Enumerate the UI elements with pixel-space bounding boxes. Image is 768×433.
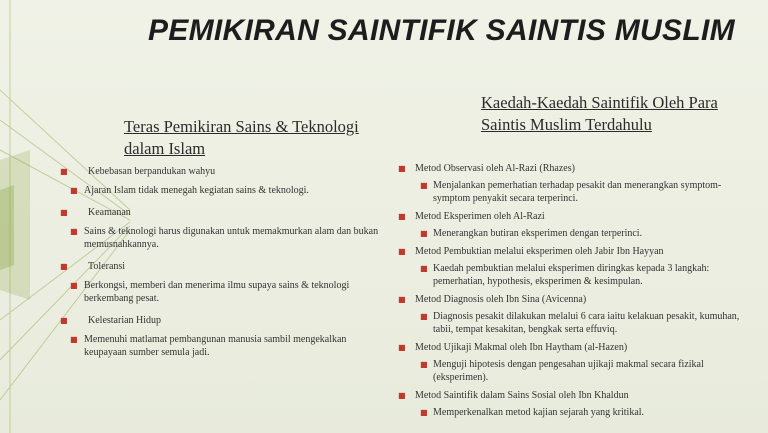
item-label: Metod Pembuktian melalui eksperimen oleh Jabir Ibn Hayyan <box>415 246 664 257</box>
item-label: Kebebasan berpandukan wahyu <box>88 166 216 177</box>
bullet-icon: ■ <box>398 164 406 173</box>
right-list <box>398 162 750 419</box>
bullet-icon: ■ <box>420 181 428 190</box>
list-item <box>398 245 750 288</box>
bullet-icon: ■ <box>70 186 78 195</box>
bullet-icon: ■ <box>70 335 78 344</box>
left-list <box>60 165 380 359</box>
bullet-icon: ■ <box>420 264 428 273</box>
list-item <box>398 210 750 240</box>
item-label: Metod Observasi oleh Al-Razi (Rhazes) <box>415 163 575 174</box>
item-detail: Kaedah pembuktian melalui eksperimen diringkas kepada 3 langkah: pemerhatian, hypothesis, eksperimen & kesimpulan. <box>433 263 710 287</box>
item-detail: Menguji hipotesis dengan pengesahan ujikaji makmal secara fizikal (eksperimen). <box>433 359 704 383</box>
list-item <box>60 206 380 251</box>
item-label: Metod Ujikaji Makmal oleh Ibn Haytham (al-Hazen) <box>415 342 628 353</box>
bullet-icon: ■ <box>420 360 428 369</box>
item-detail: Sains & teknologi harus digunakan untuk memakmurkan alam dan bukan memusnahkannya. <box>84 226 379 250</box>
right-column-heading: Kaedah-Kaedah Saintifik Oleh Para Saintis Muslim Terdahulu <box>481 93 718 134</box>
bullet-icon: ■ <box>70 227 78 236</box>
bullet-icon: ■ <box>398 247 406 256</box>
item-detail: Memenuhi matlamat pembangunan manusia sambil mengekalkan keupayaan sumber semula jadi. <box>84 334 347 358</box>
bullet-icon: ■ <box>420 229 428 238</box>
page-title: PEMIKIRAN SAINTIFIK SAINTIS MUSLIM <box>148 14 735 47</box>
item-label: Kelestarian Hidup <box>88 315 162 326</box>
bullet-icon: ■ <box>398 212 406 221</box>
item-label: Keamanan <box>88 207 131 218</box>
item-label: Metod Diagnosis oleh Ibn Sina (Avicenna) <box>415 294 587 305</box>
left-column-heading: Teras Pemikiran Sains & Teknologi dalam Islam <box>124 117 359 158</box>
bullet-icon: ■ <box>420 408 428 417</box>
bullet-icon: ■ <box>398 295 406 304</box>
bullet-icon: ■ <box>60 262 68 271</box>
bullet-icon: ■ <box>398 391 406 400</box>
list-item <box>60 260 380 305</box>
bullet-icon: ■ <box>70 281 78 290</box>
item-detail: Diagnosis pesakit dilakukan melalui 6 cara iaitu kelakuan pesakit, kumuhan, tabii, tempat kesakitan, bengkak serta effuviq. <box>433 311 740 335</box>
item-label: Toleransi <box>88 261 126 272</box>
list-item <box>60 314 380 359</box>
item-detail: Berkongsi, memberi dan menerima ilmu supaya sains & teknologi berkembang pesat. <box>84 280 350 304</box>
list-item <box>398 162 750 205</box>
item-label: Metod Eksperimen oleh Al-Razi <box>415 211 545 222</box>
bullet-icon: ■ <box>60 316 68 325</box>
item-detail: Ajaran Islam tidak menegah kegiatan sains & teknologi. <box>84 185 309 196</box>
item-label: Metod Saintifik dalam Sains Sosial oleh Ibn Khaldun <box>415 390 629 401</box>
item-detail: Menjalankan pemerhatian terhadap pesakit dan menerangkan symptom-symptom penyakit secara terperinci. <box>433 180 722 204</box>
bullet-icon: ■ <box>60 208 68 217</box>
list-item <box>398 341 750 384</box>
bullet-icon: ■ <box>420 312 428 321</box>
list-item <box>398 293 750 336</box>
bullet-icon: ■ <box>60 167 68 176</box>
list-item <box>398 389 750 419</box>
bullet-icon: ■ <box>398 343 406 352</box>
list-item <box>60 165 380 197</box>
item-detail: Menerangkan butiran eksperimen dengan terperinci. <box>433 228 643 239</box>
item-detail: Memperkenalkan metod kajian sejarah yang kritikal. <box>433 407 645 418</box>
